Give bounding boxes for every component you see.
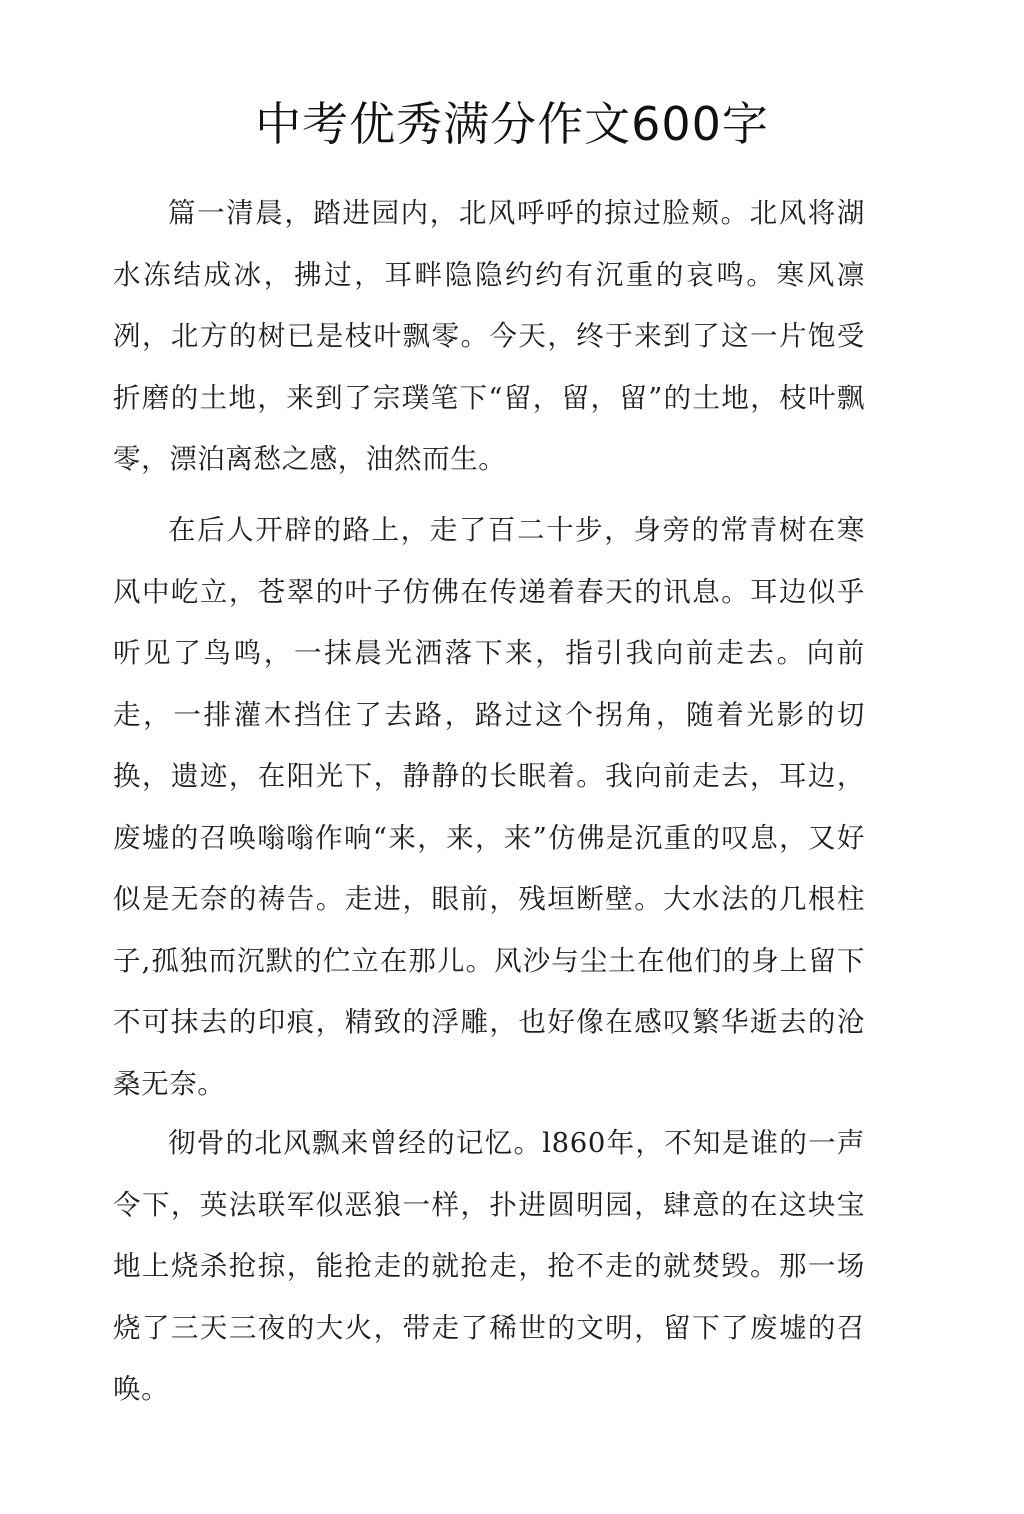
document-title: 中考优秀满分作文600字 bbox=[255, 97, 769, 151]
paragraph-3: 彻骨的北风飘来曾经的记忆。l860年，不知是谁的一声令下，英法联军似恶狼一样，扑进圆明园，肆意的在这块宝地上烧杀抢掠，能抢走的就抢走，抢不走的就焚毁。那一场烧了三天三夜的大火，带走了稀世的文明，留下了废墟的召唤。 bbox=[113, 1127, 865, 1405]
paragraph-1: 篇一清晨，踏进园内，北风呼呼的掠过脸颊。北风将湖水冻结成冰，拂过，耳畔隐隐约约有沉重的哀鸣。寒风凛冽，北方的树已是枝叶飘零。今天，终于来到了这一片饱受折磨的土地，来到了宗璞笔下“留，留，留”的土地，枝叶飘零，漂泊离愁之感，油然而生。 bbox=[113, 197, 865, 475]
paragraph-2: 在后人开辟的路上，走了百二十步，身旁的常青树在寒风中屹立，苍翠的叶子仿佛在传递着春天的讯息。耳边似乎听见了鸟鸣，一抹晨光洒落下来，指引我向前走去。向前走，一排灌木挡住了去路，路过这个拐角，随着光影的切换，遗迹，在阳光下，静静的长眠着。我向前走去，耳边，废墟的召唤嗡嗡作响“来，来，来”仿佛是沉重的叹息，又好似是无奈的祷告。走进，眼前，残垣断壁。大水法的几根柱子,孤独而沉默的伫立在那儿。风沙与尘土在他们的身上留下不可抹去的印痕，精致的浮雕，也好像在感叹繁华逝去的沧桑无奈。 bbox=[113, 514, 865, 1100]
